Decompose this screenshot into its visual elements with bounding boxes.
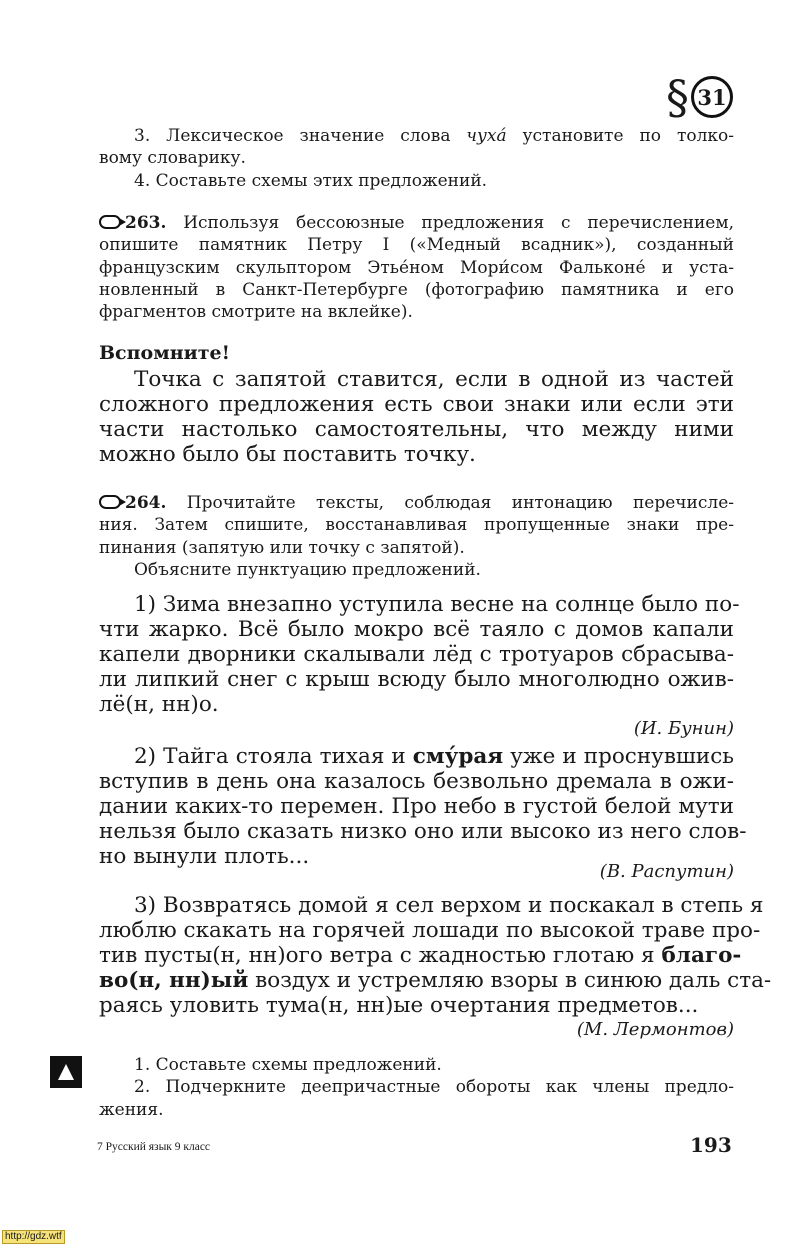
text2-line-4: нельзя было сказать низко оно или высоко из него слов- xyxy=(99,819,747,844)
text-1 xyxy=(99,592,740,741)
ex263-number: 263. xyxy=(125,213,167,233)
text-3 xyxy=(99,893,772,1042)
remember-line-3: части настолько самостоятельны, что между ними xyxy=(99,417,734,442)
ex263-line-4: новленный в Санкт-Петербурге (фотографию памятника и его xyxy=(99,279,734,300)
bottom-task-1: 1. Составьте схемы предложений. xyxy=(134,1055,442,1075)
remember-line-1: Точка с запятой ставится, если в одной из частей xyxy=(134,367,734,392)
pencil-icon xyxy=(99,215,121,229)
text1-author: (И. Бунин) xyxy=(633,718,734,739)
task-4: 4. Составьте схемы этих предложений. xyxy=(134,170,488,191)
ex263-line-5: фрагментов смотрите на вклейке). xyxy=(99,302,413,323)
text3-line-1: 3) Возвратясь домой я сел верхом и поскакал в степь я xyxy=(134,893,764,918)
text1-line-5: лё(н, нн)о. xyxy=(99,692,219,717)
remember-title: Вспомните! xyxy=(99,342,230,364)
text3-line-2: люблю скакать на горячей лошади по высокой траве про- xyxy=(99,918,761,943)
text3-author: (М. Лермонтов) xyxy=(576,1019,734,1040)
pencil-icon xyxy=(99,495,121,509)
bottom-task-2: 2. Подчеркните деепричастные обороты как члены предло- xyxy=(134,1077,734,1098)
text-2 xyxy=(99,744,747,883)
ex263-line-2: опишите памятник Петру I («Медный всадник»), созданный xyxy=(99,235,734,256)
ex264-instruction: Объясните пунктуацию предложений. xyxy=(134,559,481,580)
ex264-number: 264. xyxy=(125,493,167,513)
text2-line-1: 2) Тайга стояла тихая и сму́рая уже и проснувшись xyxy=(134,744,734,769)
page-number: 193 xyxy=(690,1133,732,1157)
text1-line-4: ли липкий снег с крыш всюду было многолюдно ожив- xyxy=(99,667,734,692)
text2-line-2: вступив в день она казалось безвольно дремала в ожи- xyxy=(99,769,734,794)
watermark-link[interactable]: http://gdz.wtf xyxy=(2,1230,65,1244)
ex263-line-3: французским скульптором Этье́ном Мори́сом Фальконе́ и уста- xyxy=(99,257,734,278)
remember-line-2: сложного предложения есть свои знаки или если эти xyxy=(99,392,734,417)
text2-line-3: дании каких-то перемен. Про небо в густой белой мути xyxy=(99,794,734,819)
ex264-line-1: 264. Прочитайте тексты, соблюдая интонацию перечисле- xyxy=(99,492,734,514)
bottom-tasks xyxy=(99,1054,734,1121)
exercise-263 xyxy=(99,212,734,323)
text2-line-5: но вынули плоть... xyxy=(99,844,310,869)
task-3-line-1: 3. Лексическое значение слова чуха́ установите по толко- xyxy=(134,126,734,146)
text2-author: (В. Распутин) xyxy=(599,861,734,882)
text3-line-5: раясь уловить тума(н, нн)ые очертания предметов... xyxy=(99,993,699,1018)
section-number: 31 xyxy=(691,76,733,118)
ex263-line-1: 263. Используя бессоюзные предложения с перечислением, xyxy=(99,212,734,234)
section-sign: § xyxy=(666,70,689,124)
text1-line-1: 1) Зима внезапно уступила весне на солнце было по- xyxy=(134,592,740,617)
task-3-line-2: вому словарику. xyxy=(99,148,246,169)
remember-block xyxy=(99,340,734,467)
ex264-line-3: пинания (запятую или точку с запятой). xyxy=(99,537,465,558)
ex264-line-2: ния. Затем спишите, восстанавливая пропущенные знаки пре- xyxy=(99,515,734,536)
task-marker-icon xyxy=(50,1056,82,1088)
text3-line-4: во(н, нн)ый воздух и устремляю взоры в синюю даль ста- xyxy=(99,968,772,993)
bottom-task-2-cont: жения. xyxy=(99,1099,164,1120)
remember-line-4: можно было бы поставить точку. xyxy=(99,442,476,467)
text1-line-2: чти жарко. Всё было мокро всё таяло с домов капали xyxy=(99,617,734,642)
section-marker xyxy=(666,72,733,122)
text1-line-3: капели дворники скалывали лёд с тротуаров сбрасыва- xyxy=(99,642,734,667)
top-tasks xyxy=(99,125,734,192)
exercise-264 xyxy=(99,492,734,581)
text3-line-3: тив пусты(н, нн)ого ветра с жадностью глотаю я благо- xyxy=(99,943,742,968)
footer-book-title: 7 Русский язык 9 класс xyxy=(97,1141,211,1153)
